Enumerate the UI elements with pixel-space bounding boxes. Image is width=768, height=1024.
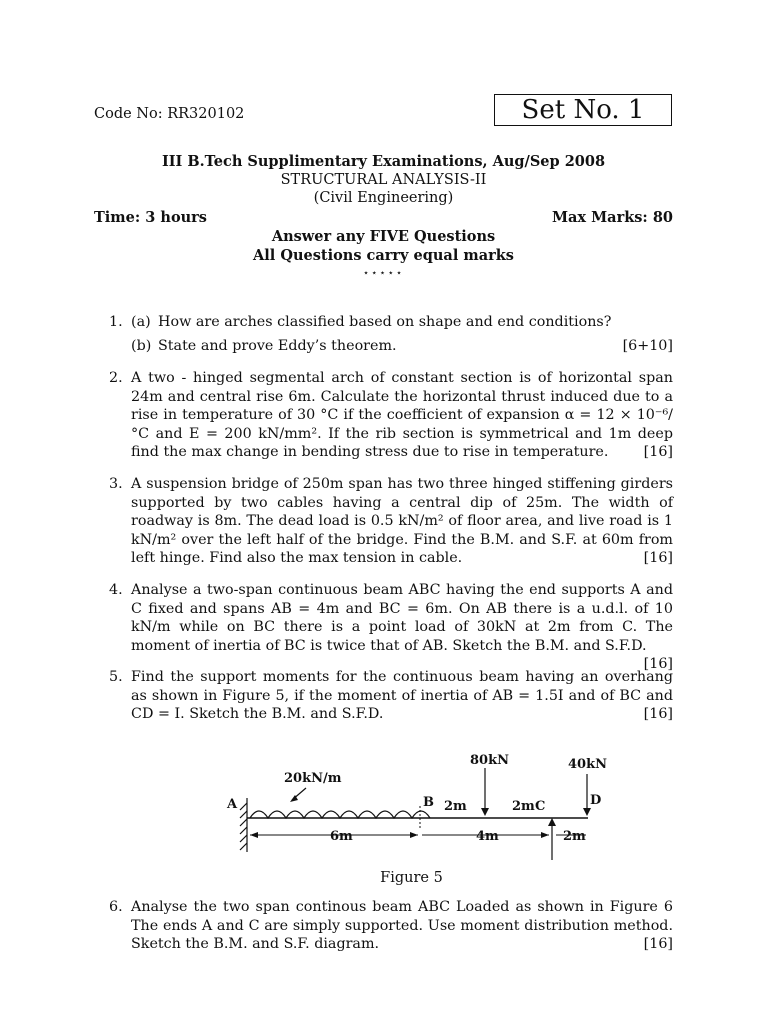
question-number: 1. xyxy=(109,314,123,330)
question-number: 2. xyxy=(109,370,123,386)
arrow-down-icon xyxy=(481,808,489,816)
stars-divider: ⋆⋆⋆⋆⋆ xyxy=(362,268,405,279)
load-80-label: 80kN xyxy=(470,753,509,768)
question-text: Find the support moments for the continuous beam having an overhang as shown in Figure 5, if the moment of inertia of AB = 1.5I and of BC and CD = I. Sketch the B.M. and S.F.D. xyxy=(131,669,673,723)
udl-load-icon xyxy=(250,811,430,818)
arrow-right-icon xyxy=(541,832,549,838)
point-c-label: C xyxy=(535,799,546,814)
dim-b-load-label: 2m xyxy=(444,799,467,814)
arrow-up-icon xyxy=(548,818,556,826)
instruction-equal: All Questions carry equal marks xyxy=(253,247,514,264)
arrow-down-icon xyxy=(583,808,591,816)
dim-load-c-label: 2m xyxy=(512,799,535,814)
branch-title: (Civil Engineering) xyxy=(313,190,454,206)
point-a-label: A xyxy=(227,797,238,812)
question-number: 6. xyxy=(109,899,123,915)
question-text: A suspension bridge of 250m span has two three hinged stiffening girders supported by two cables having a central dip of 25m. The width of roadway is 8m. The dead load is 0.5 kN/m² of floor area, and live road is 1 kN/m² over the left half of the bridge. Find the B.M. and S.F. at 60m from left hinge. Find also the max tension in cable. xyxy=(131,476,673,567)
subject-title: STRUCTURAL ANALYSIS-II xyxy=(280,172,487,188)
set-number-box: Set No. 1 xyxy=(494,94,672,126)
max-marks-label: Max Marks: 80 xyxy=(551,209,673,226)
question-number: 4. xyxy=(109,582,123,598)
question-text: Analyse the two span continous beam ABC Loaded as shown in Figure 6 The ends A and C are simply supported. Use moment distribution method. Sketch the B.M. and S.F. diagram. xyxy=(131,899,673,953)
marks-label: [16] xyxy=(643,656,673,673)
question-4 xyxy=(94,581,673,674)
fixed-support-icon xyxy=(240,798,247,852)
instruction-answer: Answer any FIVE Questions xyxy=(271,228,496,245)
code-number: Code No: RR320102 xyxy=(94,106,245,122)
arrow-left-icon xyxy=(250,832,258,838)
marks-label: [6+10] xyxy=(622,337,673,354)
marks-label: [16] xyxy=(643,706,673,723)
question-part-b: (b) State and prove Eddy’s theorem. [6+10] xyxy=(131,337,673,354)
point-d-label: D xyxy=(590,793,602,808)
udl-label: 20kN/m xyxy=(284,771,342,786)
question-6 xyxy=(94,898,673,954)
point-b-label: B xyxy=(423,795,434,810)
figure-5-caption: Figure 5 xyxy=(380,870,443,886)
load-40-label: 40kN xyxy=(568,757,607,772)
marks-label: [16] xyxy=(643,550,673,567)
question-5 xyxy=(94,668,673,724)
exam-title: III B.Tech Supplimentary Examinations, Aug/Sep 2008 xyxy=(161,153,606,170)
marks-label: [16] xyxy=(643,444,673,461)
marks-label: [16] xyxy=(643,936,673,953)
question-number: 3. xyxy=(109,476,123,492)
question-2 xyxy=(94,369,673,462)
dim-ab-label: 6m xyxy=(330,829,353,844)
question-3 xyxy=(94,475,673,568)
time-label: Time: 3 hours xyxy=(94,209,207,226)
question-text: Analyse a two-span continuous beam ABC having the end supports A and C fixed and spans AB = 4m and BC = 6m. On AB there is a u.d.l. of 10 kN/m while on BC there is a point load of 30kN at 2m from C. The moment of inertia of BC is twice that of AB. Sketch the B.M. and S.F.D. xyxy=(131,582,673,654)
question-1 xyxy=(94,313,673,355)
question-text: A two - hinged segmental arch of constant section is of horizontal span 24m and central rise 6m. Calculate the horizontal thrust induced due to a rise in temperature of 30 °C if the coefficient of expansion α = 12 × 10⁻⁶/ °C and E = 200 kN/mm². If the rib section is symmetrical and 1m deep find the max change in bending stress due to rise in temperature. xyxy=(131,370,673,461)
question-part-a: (a) How are arches classified based on shape and end conditions? xyxy=(131,314,612,330)
figure-5-beam-diagram xyxy=(220,748,620,866)
arrow-right-icon xyxy=(410,832,418,838)
dim-bc-label: 4m xyxy=(476,829,499,844)
question-number: 5. xyxy=(109,669,123,685)
dim-cd-label: 2m xyxy=(563,829,586,844)
